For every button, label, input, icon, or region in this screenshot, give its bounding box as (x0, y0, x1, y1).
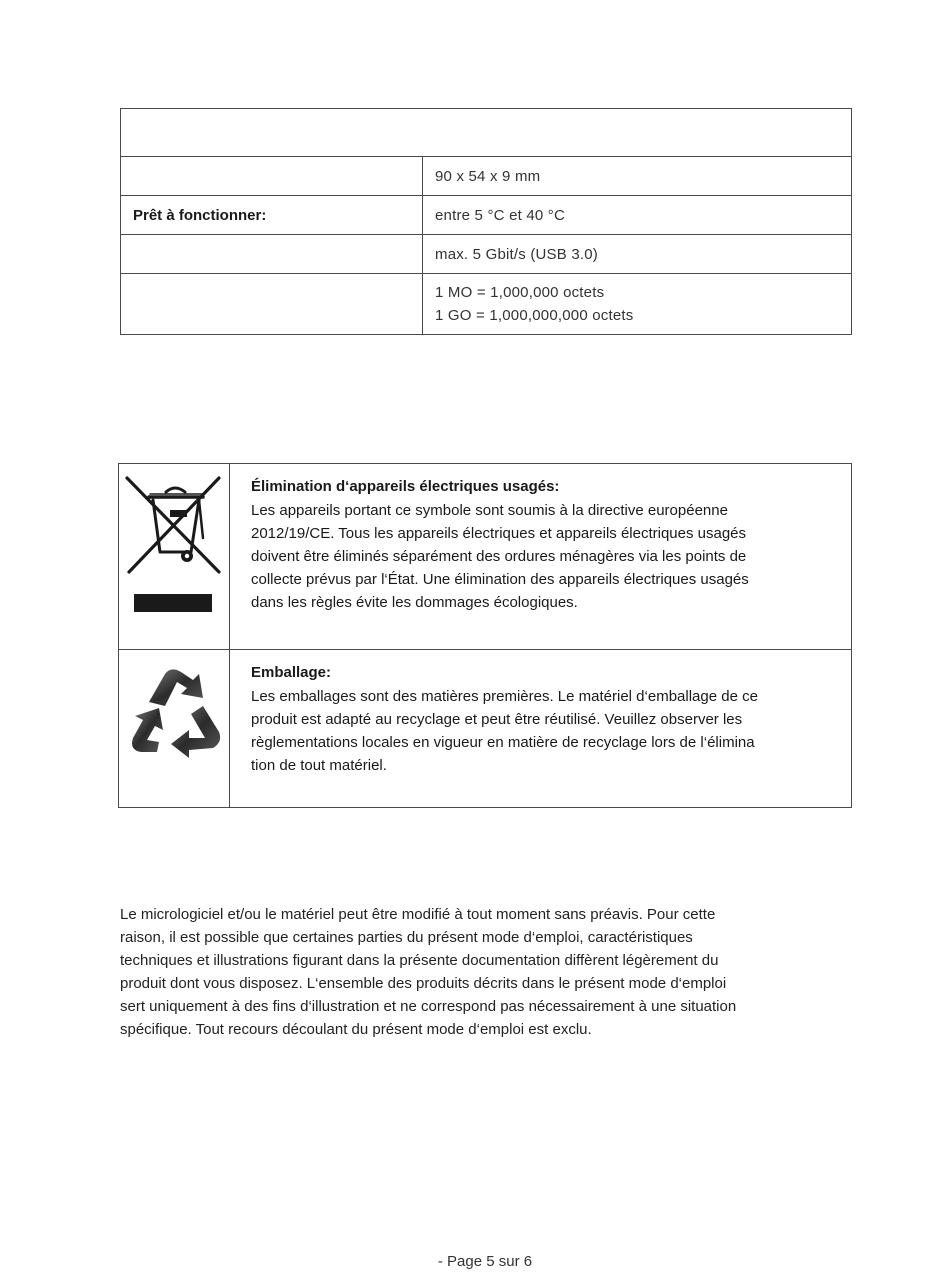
capacity-mb-line: 1 MO = 1,000,000 octets (435, 284, 605, 301)
packaging-text-line: tion de tout matériel. (251, 756, 387, 774)
disclaimer-line: techniques et illustrations figurant dans la présente documentation diffèrent légèrement du (120, 952, 719, 969)
table-row (119, 650, 852, 808)
table-row (121, 196, 852, 235)
disclaimer-line: produit dont vous disposez. L‘ensemble des produits décrits dans le présent mode d‘emploi (120, 975, 727, 992)
weee-text-line: collecte prévus par l‘État. Une élimination des appareils électriques usagés (251, 570, 749, 588)
packaging-text-line: Les emballages sont des matières premières. Le matériel d‘emballage de ce (251, 687, 758, 705)
weee-icon-cell (119, 464, 230, 650)
weee-text-line: Les appareils portant ce symbole sont soumis à la directive européenne (251, 501, 728, 519)
specifications-table (120, 108, 852, 335)
spec-value-transfer-rate: max. 5 Gbit/s (USB 3.0) (423, 235, 852, 274)
packaging-text-line: produit est adapté au recyclage et peut être réutilisé. Veuillez observer les (251, 710, 743, 728)
disclaimer-line: spécifique. Tout recours découlant du présent mode d‘emploi est exclu. (120, 1021, 592, 1038)
packaging-text-cell (230, 650, 852, 808)
crossed-out-wheelie-bin-icon (119, 464, 229, 627)
spec-value-temperature: entre 5 °C et 40 °C (423, 196, 852, 235)
disclaimer-line: raison, il est possible que certaines parties du présent mode d‘emploi, caractéristiques (120, 929, 693, 946)
weee-text-line: dans les règles évite les dommages écologiques. (251, 593, 578, 611)
spec-label (121, 157, 423, 196)
table-row (121, 235, 852, 274)
table-row (121, 157, 852, 196)
weee-text-line: 2012/19/CE. Tous les appareils électriques et appareils électriques usagés (251, 524, 747, 542)
table-row (121, 274, 852, 335)
spec-label (121, 274, 423, 335)
disposal-info-table (118, 463, 852, 808)
packaging-text-line: règlementations locales en vigueur en matière de recyclage lors de l‘élimina (251, 733, 755, 751)
packaging-heading: Emballage: (251, 664, 332, 681)
recycling-icon-cell (119, 650, 230, 808)
capacity-gb-line: 1 GO = 1,000,000,000 octets (435, 307, 634, 324)
disclaimer-line: sert uniquement à des fins d‘illustration et ne correspond pas nécessairement à une situation (120, 998, 737, 1015)
disclaimer-paragraph (120, 903, 840, 1041)
spec-table-header (121, 109, 852, 157)
spec-value-capacity-units (423, 274, 852, 335)
page-number: - Page 5 sur 6 (437, 1253, 533, 1270)
weee-heading: Élimination d‘appareils électriques usagés: (251, 478, 560, 495)
disclaimer-line: Le micrologiciel et/ou le matériel peut être modifié à tout moment sans préavis. Pour cette (120, 906, 716, 923)
spec-value-dimensions: 90 x 54 x 9 mm (423, 157, 852, 196)
weee-text-line: doivent être éliminés séparément des ordures ménagères via les points de (251, 547, 747, 565)
spec-label (121, 235, 423, 274)
weee-text-cell (230, 464, 852, 650)
recycling-arrows-icon (119, 650, 229, 785)
table-row (119, 464, 852, 650)
spec-label-operating: Prêt à fonctionner: (121, 196, 423, 235)
